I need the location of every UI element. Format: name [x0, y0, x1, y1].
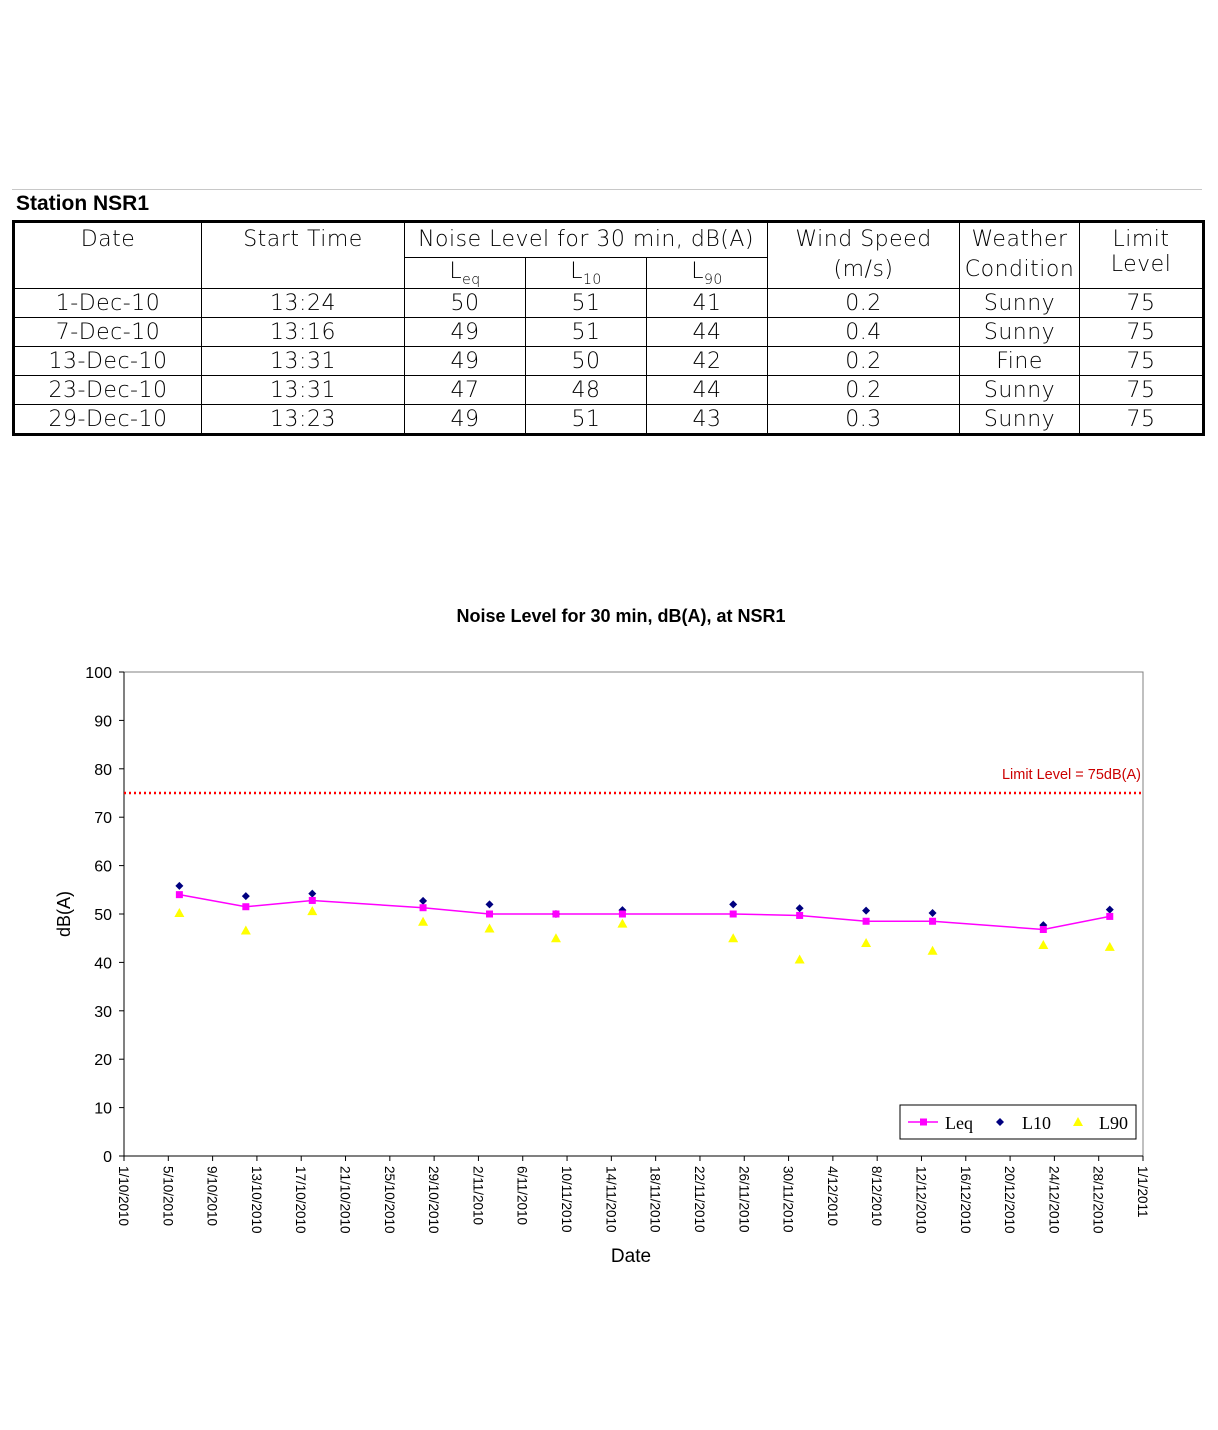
l10-point [796, 904, 804, 912]
cell-leq: 49 [405, 347, 526, 376]
x-tick-label: 18/11/2010 [647, 1166, 663, 1233]
legend-l10-label: L10 [1022, 1113, 1051, 1133]
chart-legend [900, 1105, 1136, 1139]
cell-date: 1-Dec-10 [14, 289, 202, 318]
header-wind-speed-line2: (m/s) [833, 257, 894, 282]
l90-point [485, 924, 495, 933]
cell-limit: 75 [1080, 347, 1204, 376]
l90-point [728, 933, 738, 942]
x-tick-label: 10/11/2010 [559, 1166, 575, 1233]
l10-point [419, 897, 427, 905]
l90-point [1038, 940, 1048, 949]
cell-l10: 51 [526, 318, 647, 347]
leq-point [1040, 926, 1047, 933]
x-tick-label: 16/12/2010 [957, 1166, 973, 1234]
l90-point [617, 919, 627, 928]
cell-weather: Fine [960, 347, 1080, 376]
header-leq-base: L [449, 258, 463, 284]
cell-l10: 50 [526, 347, 647, 376]
x-tick-label: 28/12/2010 [1090, 1166, 1106, 1234]
cell-limit: 75 [1080, 405, 1204, 435]
limit-line-label: Limit Level = 75dB(A) [1001, 767, 1141, 783]
header-limit-level: Limit Level [1080, 222, 1204, 289]
leq-point [863, 918, 870, 925]
x-axis-label: Date [610, 1246, 652, 1267]
cell-limit: 75 [1080, 376, 1204, 405]
cell-leq: 47 [405, 376, 526, 405]
header-l10-sub: 10 [582, 271, 602, 288]
y-tick-label: 70 [94, 810, 112, 828]
y-tick-label: 100 [85, 665, 112, 682]
cell-time: 13:24 [202, 289, 405, 318]
l10-point [1106, 906, 1114, 914]
plot-area [85, 665, 1150, 1234]
header-l10 [526, 258, 647, 289]
cell-time: 13:31 [202, 376, 405, 405]
cell-leq: 50 [405, 289, 526, 318]
l90-point [241, 925, 251, 934]
l90-point [861, 938, 871, 947]
chart-title: Noise Level for 30 min, dB(A), at NSR1 [456, 606, 786, 626]
x-tick-label: 17/10/2010 [293, 1166, 309, 1234]
cell-date: 13-Dec-10 [14, 347, 202, 376]
x-tick-label: 30/11/2010 [780, 1166, 796, 1233]
noise-data-table [12, 220, 1205, 436]
table-row [14, 318, 1204, 347]
table-row [14, 405, 1204, 435]
top-divider [12, 189, 1202, 190]
leq-line [179, 895, 1109, 930]
legend-l90-label: L90 [1099, 1113, 1128, 1133]
x-tick-label: 5/10/2010 [160, 1166, 176, 1227]
leq-point [929, 918, 936, 925]
leq-point [176, 891, 183, 898]
header-weather-line2: Condition [964, 257, 1075, 282]
cell-wind: 0.2 [768, 376, 960, 405]
cell-leq: 49 [405, 405, 526, 435]
cell-leq: 49 [405, 318, 526, 347]
cell-limit: 75 [1080, 318, 1204, 347]
cell-wind: 0.2 [768, 347, 960, 376]
header-l90 [647, 258, 768, 289]
header-date: Date [14, 222, 202, 289]
legend-leq-marker [920, 1119, 927, 1126]
l90-point [174, 908, 184, 917]
cell-limit: 75 [1080, 289, 1204, 318]
table-row [14, 376, 1204, 405]
cell-date: 7-Dec-10 [14, 318, 202, 347]
header-noise-level: Noise Level for 30 min, dB(A) [405, 222, 768, 258]
cell-wind: 0.4 [768, 318, 960, 347]
leq-point [552, 911, 559, 918]
header-l10-base: L [570, 258, 583, 284]
x-tick-label: 29/10/2010 [426, 1166, 442, 1234]
l10-point [862, 907, 870, 915]
cell-weather: Sunny [960, 289, 1080, 318]
x-tick-label: 9/10/2010 [204, 1166, 220, 1227]
table-row [14, 289, 1204, 318]
x-tick-label: 24/12/2010 [1046, 1166, 1062, 1234]
l90-point [307, 906, 317, 915]
header-l90-base: L [691, 258, 704, 284]
x-tick-label: 1/1/2011 [1135, 1166, 1150, 1218]
cell-l10: 48 [526, 376, 647, 405]
l10-point [242, 892, 250, 900]
l90-point [928, 946, 938, 955]
cell-wind: 0.2 [768, 289, 960, 318]
y-tick-label: 60 [94, 858, 112, 876]
l90-point [1105, 942, 1115, 951]
x-tick-label: 26/11/2010 [736, 1166, 752, 1233]
leq-point [309, 897, 316, 904]
leq-point [730, 911, 737, 918]
x-tick-label: 13/10/2010 [248, 1166, 264, 1234]
x-tick-label: 8/12/2010 [869, 1166, 885, 1227]
header-weather-line1: Weather [971, 227, 1068, 252]
x-tick-label: 21/10/2010 [337, 1166, 353, 1234]
x-tick-label: 2/11/2010 [470, 1166, 486, 1226]
header-wind-speed-line1: Wind Speed [795, 227, 932, 252]
station-title: Station NSR1 [16, 192, 150, 215]
l10-point [308, 890, 316, 898]
y-tick-label: 40 [94, 955, 112, 973]
leq-point [619, 911, 626, 918]
header-l90-sub: 90 [703, 271, 723, 288]
l10-point [729, 900, 737, 908]
header-weather [960, 222, 1080, 289]
x-tick-label: 14/11/2010 [603, 1166, 619, 1233]
legend-leq-label: Leq [945, 1113, 973, 1133]
cell-time: 13:23 [202, 405, 405, 435]
x-tick-label: 12/12/2010 [913, 1166, 929, 1234]
y-tick-label: 0 [103, 1149, 112, 1166]
cell-l90: 42 [647, 347, 768, 376]
l90-point [418, 917, 428, 926]
x-tick-label: 20/12/2010 [1002, 1166, 1018, 1234]
header-wind-speed [768, 222, 960, 289]
x-tick-label: 4/12/2010 [824, 1166, 840, 1227]
leq-point [486, 911, 493, 918]
l10-point [175, 882, 183, 890]
cell-l10: 51 [526, 405, 647, 435]
cell-date: 23-Dec-10 [14, 376, 202, 405]
l10-point [486, 900, 494, 908]
cell-l90: 41 [647, 289, 768, 318]
l10-point [929, 909, 937, 917]
y-tick-label: 30 [94, 1003, 112, 1021]
table-row [14, 347, 1204, 376]
table-header-row [14, 222, 1204, 258]
x-tick-label: 25/10/2010 [381, 1166, 397, 1234]
y-tick-label: 80 [94, 761, 112, 779]
l90-point [551, 933, 561, 942]
x-tick-label: 1/10/2010 [116, 1166, 131, 1227]
noise-level-chart [0, 590, 1218, 1280]
leq-point [1106, 913, 1113, 920]
header-start-time: Start Time [202, 222, 405, 289]
l90-point [795, 954, 805, 963]
cell-weather: Sunny [960, 405, 1080, 435]
cell-date: 29-Dec-10 [14, 405, 202, 435]
leq-point [420, 904, 427, 911]
cell-time: 13:31 [202, 347, 405, 376]
y-tick-label: 10 [94, 1100, 112, 1118]
y-axis-label: dB(A) [54, 890, 74, 938]
cell-weather: Sunny [960, 376, 1080, 405]
header-leq-sub: eq [462, 271, 481, 288]
cell-l10: 51 [526, 289, 647, 318]
cell-l90: 43 [647, 405, 768, 435]
y-tick-label: 90 [94, 713, 112, 731]
cell-l90: 44 [647, 318, 768, 347]
cell-time: 13:16 [202, 318, 405, 347]
cell-wind: 0.3 [768, 405, 960, 435]
cell-weather: Sunny [960, 318, 1080, 347]
y-tick-label: 20 [94, 1052, 112, 1070]
cell-l90: 44 [647, 376, 768, 405]
x-tick-label: 6/11/2010 [514, 1166, 530, 1226]
x-tick-label: 22/11/2010 [691, 1166, 707, 1233]
leq-point [796, 912, 803, 919]
leq-point [242, 903, 249, 910]
y-tick-label: 50 [94, 907, 112, 924]
header-leq [405, 258, 526, 289]
